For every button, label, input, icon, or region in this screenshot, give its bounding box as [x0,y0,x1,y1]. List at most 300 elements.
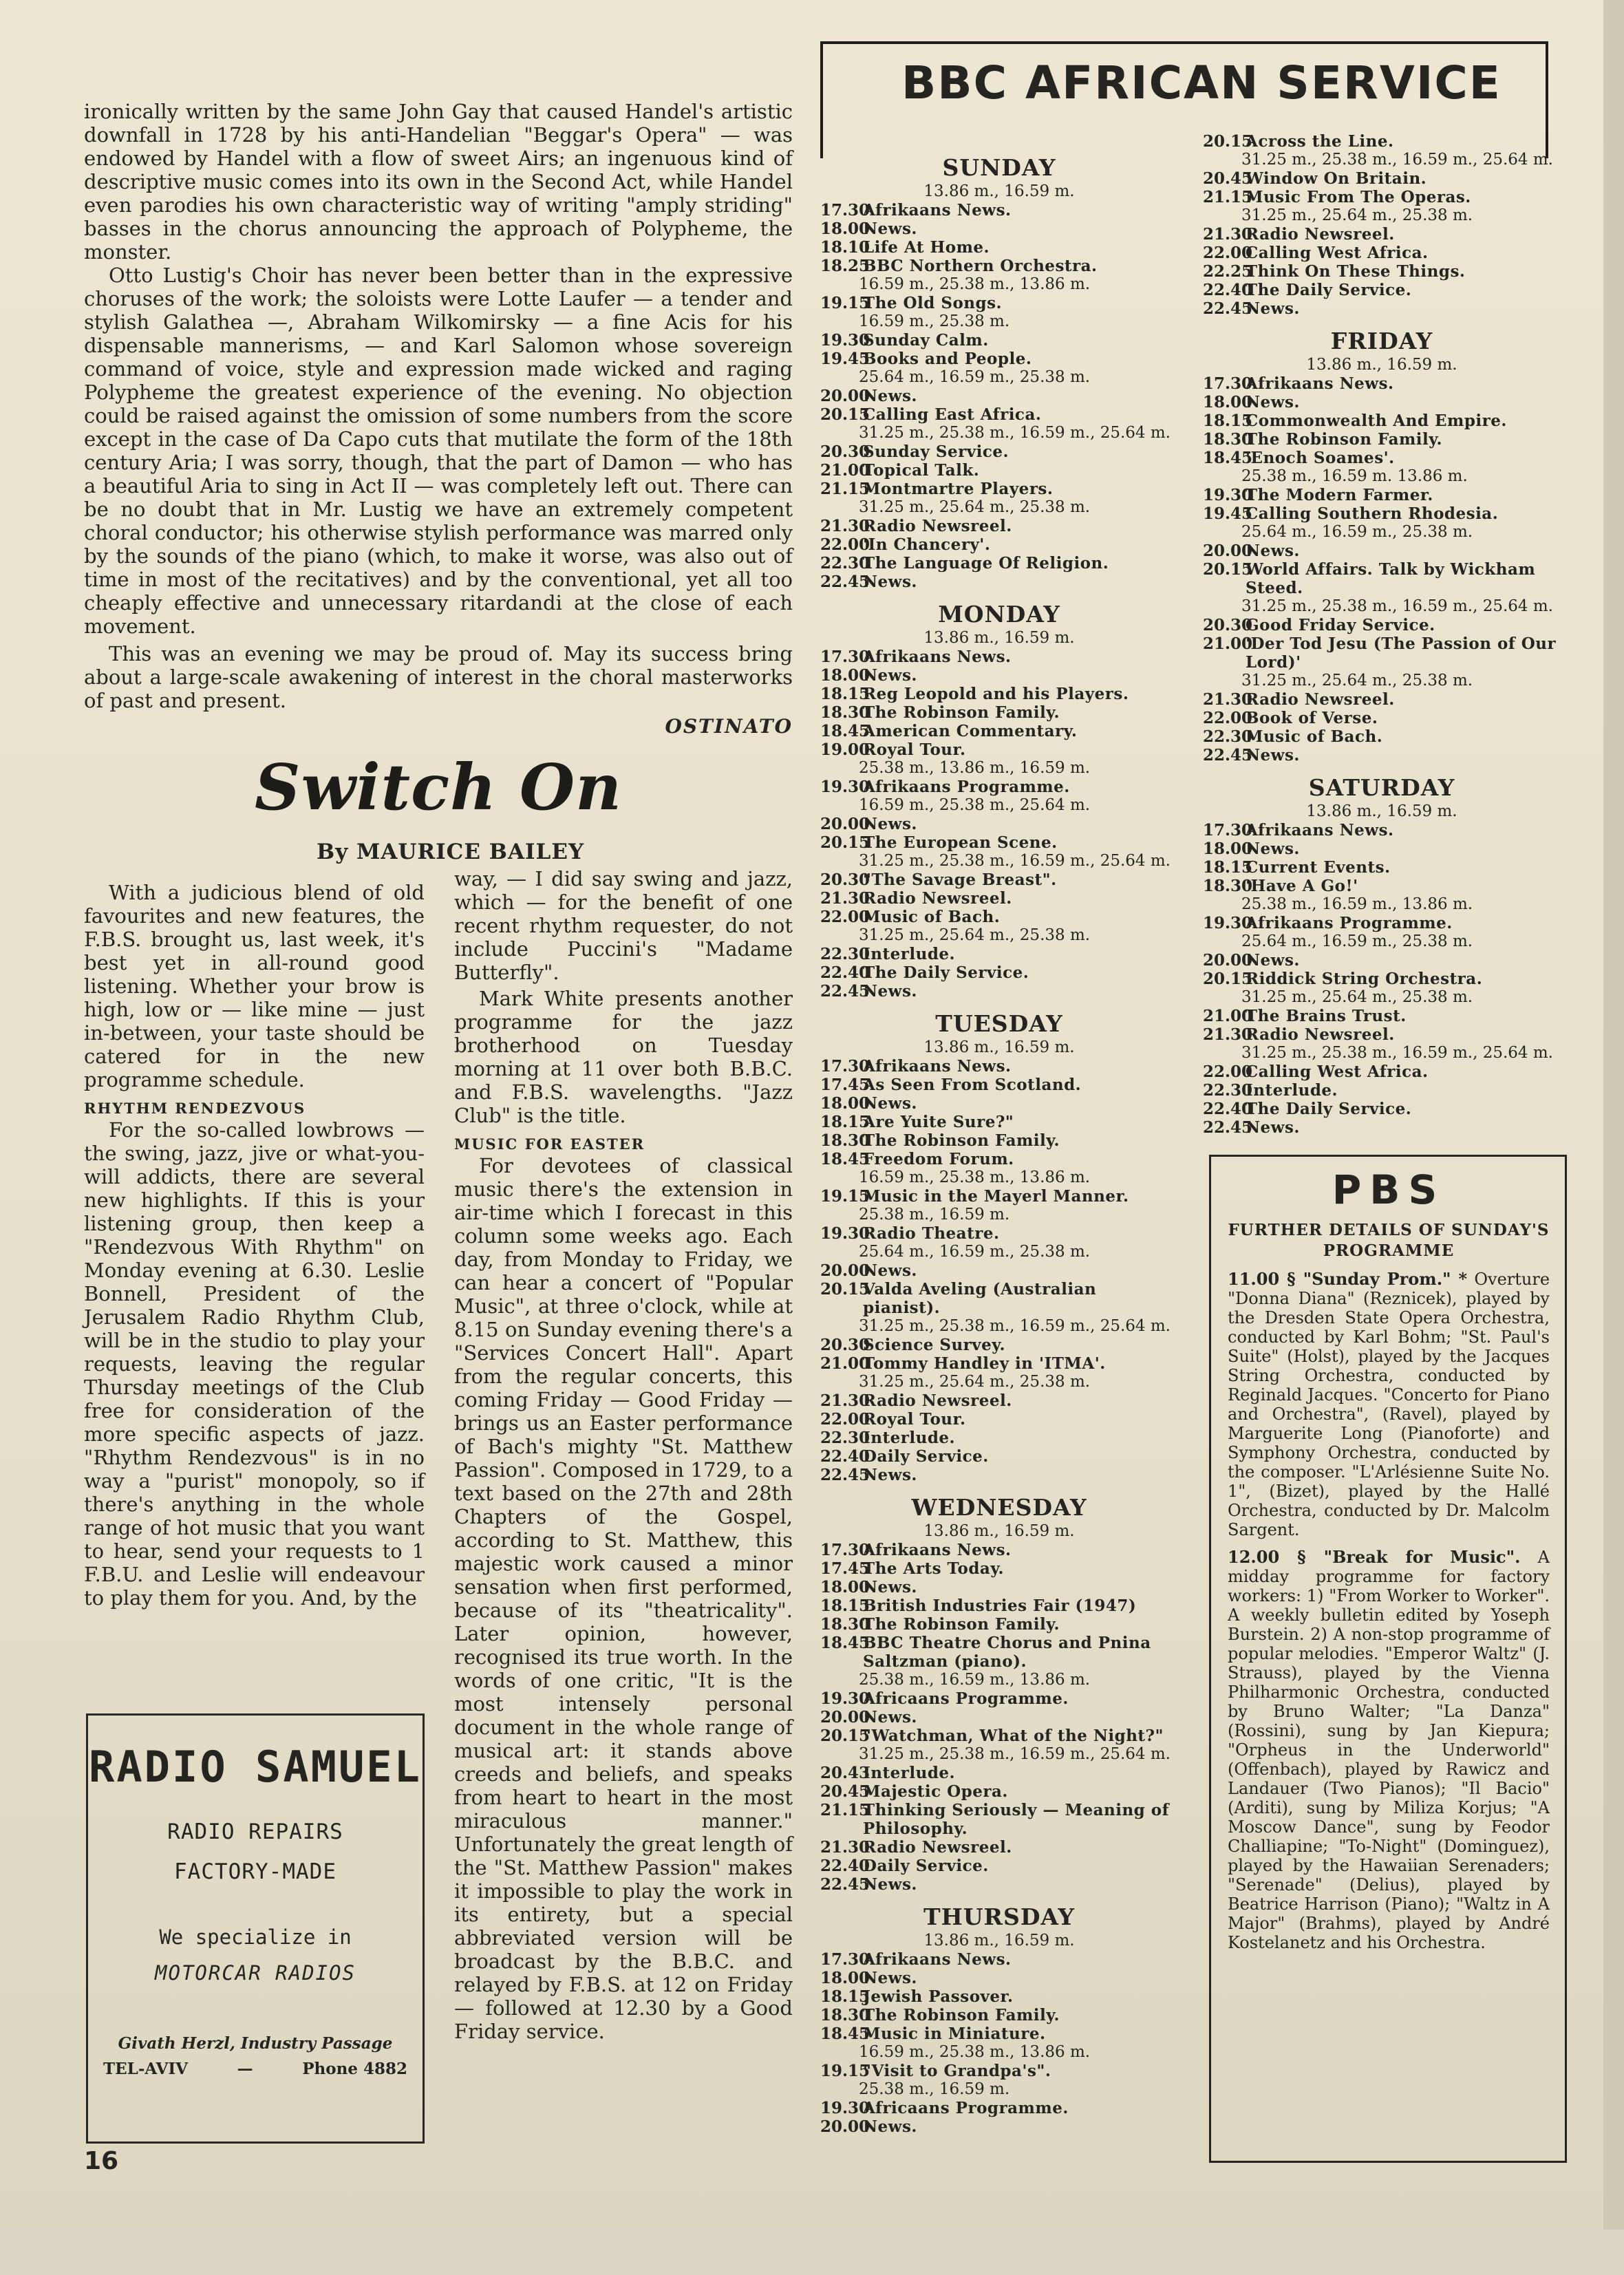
programme-title: 'Have A Go!' [1246,877,1358,895]
programme-row [820,573,1178,591]
programme-time: 19.15 [820,2062,870,2080]
programme-time: 22.40 [820,1857,870,1875]
programme-title: News. [1246,951,1300,970]
review-paragraph: ironically written by the same John Gay that caused Handel's artistic downfall in 1728 by his anti-Handelian "Beggar's Opera" — was endowed by Handel with a flow of sweet Airs; an ingenuous kind of descriptive music comes into its own in the Second Act, while Handel even parodies his own characteristic way of writing "amply striding" basses in the chorus announcing the approach of Polypheme, the monster. [84,100,793,264]
programme-row [820,1187,1178,1206]
programme-title: The Robinson Family. [863,1615,1060,1634]
programme-wavelengths: 25.38 m., 16.59 m., 13.86 m. [1241,895,1473,913]
programme-time: 18.30 [820,703,870,722]
programme-row [820,1782,1178,1801]
programme-row [1203,1081,1561,1100]
programme-title: Radio Newsreel. [863,889,1012,908]
programme-title: The Modern Farmer. [1246,486,1433,504]
programme-title: Tommy Handley in 'ITMA'. [863,1354,1106,1373]
programme-time: 21.30 [1203,225,1253,244]
programme-title: News. [1246,393,1300,412]
programme-time: 18.10 [820,238,870,257]
pbs-box [1209,1155,1567,2163]
programme-row [1203,225,1561,244]
programme-time: 18.25 [820,257,870,275]
programme-time: 20.15 [1203,970,1253,988]
programme-title: News. [863,1094,917,1113]
programme-time: 22.30 [1203,1081,1253,1100]
programme-row [1203,1062,1561,1081]
programme-title: Radio Newsreel. [1246,690,1395,709]
bbc-schedule-column-b [1203,132,1561,1137]
programme-row [820,2062,1178,2080]
programme-row [820,2117,1178,2136]
programme-wavelengths: 31.25 m., 25.38 m., 16.59 m., 25.64 m. [859,424,1171,442]
programme-title: Music in Miniature. [863,2025,1046,2043]
radio-samuel-advert [86,1713,425,2144]
programme-row [1203,430,1561,449]
programme-title: The Daily Service. [863,963,1029,982]
programme-row [1203,299,1561,318]
programme-row [820,1857,1178,1875]
programme-time: 22.40 [820,963,870,982]
programme-title: Majestic Opera. [863,1782,1008,1801]
programme-row [820,889,1178,908]
programme-row [820,871,1178,889]
day-heading: THURSDAY [923,1903,1075,1930]
programme-row [1203,486,1561,504]
programme-row [1203,951,1561,970]
programme-row [820,833,1178,852]
day-wavelengths: 13.86 m., 16.59 m. [923,629,1075,647]
programme-row [820,238,1178,257]
programme-row [820,220,1178,238]
day-heading: SATURDAY [1308,774,1455,801]
page-edge [1603,0,1624,2275]
programme-time: 22.40 [1203,1100,1253,1118]
programme-time: 20.15 [820,405,870,424]
programme-row [820,666,1178,685]
programme-title: News. [863,666,917,685]
programme-time: 19.15 [820,294,870,312]
programme-time: 18.30 [820,1131,870,1150]
day-wavelengths: 13.86 m., 16.59 m. [923,1522,1075,1540]
programme-title: As Seen From Scotland. [863,1076,1082,1094]
programme-time: 21.15 [1203,188,1253,206]
programme-row [820,1410,1178,1429]
programme-title: Calling West Africa. [1246,244,1429,262]
programme-row [820,1764,1178,1782]
day-wavelengths: 13.86 m., 16.59 m. [923,182,1075,200]
programme-wavelengths: 25.38 m., 16.59 m., 13.86 m. [859,1671,1091,1689]
programme-row [1203,914,1561,932]
programme-time: 22.45 [820,573,870,591]
pbs-item-time: 12.00 § "Break for Music". [1228,1547,1521,1567]
programme-time: 19.15 [820,1187,870,1206]
programme-time: 20.45 [820,1782,870,1801]
programme-row [820,1057,1178,1076]
programme-title: The Robinson Family. [863,703,1060,722]
programme-wavelengths: 25.38 m., 16.59 m. [859,2080,1010,2098]
programme-wavelengths: 25.64 m., 16.59 m., 25.38 m. [859,368,1091,386]
programme-time: 20.15 [820,1727,870,1745]
programme-title: The Language Of Religion. [863,554,1109,573]
programme-row [820,1541,1178,1559]
pbs-title: PBS [1332,1166,1446,1213]
programme-row [1203,412,1561,430]
programme-title: Royal Tour. [863,1410,966,1429]
programme-time: 22.30 [1203,727,1253,746]
programme-title: Afrikaans News. [863,1950,1012,1969]
switch-on-column-2 [454,867,793,2043]
programme-wavelengths: 16.59 m., 25.38 m., 13.86 m. [859,275,1091,293]
advert-phone: Phone 4882 [302,2060,407,2078]
programme-wavelengths: 16.59 m., 25.38 m. [859,312,1010,330]
programme-wavelengths: 31.25 m., 25.38 m., 16.59 m., 25.64 m. [859,1745,1171,1763]
programme-title: Radio Theatre. [863,1224,1000,1243]
programme-title: Afrikaans Programme. [1246,914,1453,932]
programme-time: 22.40 [1203,281,1253,299]
programme-title: Music in the Mayerl Manner. [863,1187,1129,1206]
programme-time: 22.45 [820,1875,870,1894]
programme-time: 18.00 [1203,840,1253,858]
programme-time: 21.00 [820,461,870,480]
programme-title: Valda Aveling (Australian pianist). [863,1280,1097,1317]
programme-title: News. [1246,1118,1300,1137]
programme-row [820,1280,1178,1317]
programme-title: News. [1246,542,1300,560]
review-paragraph: Otto Lustig's Choir has never been better than in the expressive choruses of the work; the soloists were Lotte Laufer — a tender and stylish Galathea —, Abraham Wilkomirsky — a fine Acis for his dispensable mannerisms, — and Karl Salomon whose sovereign command of voice, style and expression made wicked and raging Polypheme the greatest experience of the evening. No objection could be raised against the omission of some numbers from the score except in the case of Da Capo cuts that mutilate the form of the 18th century Aria; I was sorry, though, that the part of Damon — who has a beautiful Aria to sing in Act II — was completely left out. There can be no doubt that in Mr. Lustig we have an extremely competent choral conductor; his otherwise stylish performance was marred only by the sounds of the piano (which, to make it worse, was also out of time in most of the recitatives) and by the conventional, yet all too cheaply effective and unnecessary ritardandi at the close of each movement. [84,264,793,638]
programme-title: Afrikaans News. [863,648,1012,666]
programme-wavelengths: 25.38 m., 16.59 m. [859,1206,1010,1224]
programme-row [820,1113,1178,1131]
programme-wavelengths: 16.59 m., 25.38 m., 13.86 m. [859,1168,1091,1186]
programme-title: Africaans Programme. [863,2099,1069,2117]
programme-row [1203,727,1561,746]
programme-row [820,963,1178,982]
programme-title: BBC Northern Orchestra. [863,257,1098,275]
programme-row [820,1950,1178,1969]
programme-title: News. [863,815,917,833]
programme-row [1203,858,1561,877]
programme-time: 19.30 [820,1689,870,1708]
programme-time: 18.15 [820,685,870,703]
programme-wavelengths: 31.25 m., 25.64 m., 25.38 m. [859,1373,1091,1391]
programme-wavelengths: 25.38 m., 13.86 m., 16.59 m. [859,759,1091,777]
programme-title: Sunday Calm. [863,331,989,350]
programme-time: 20.15 [1203,132,1253,151]
programme-title: Calling Southern Rhodesia. [1246,504,1499,523]
programme-row [1203,374,1561,393]
pbs-item-text: A midday programme for factory workers: 1) "From Worker to Worker". A weekly bulletin edited by Yoseph Burstein. 2) A non-stop programme of popular melodies. "Emperor Waltz" (J. Strauss), played by the Vienna Philharmonic Orchestra, conducted by Bruno Walter; "La Danza" (Rossini), sung by Jan Kiepura; "Orpheus in the Underworld" (Offenbach), played by Rawicz and Landauer (Two Pianos); "Il Bacio" (Arditi), sung by Miliza Korjus; "A Moscow Dance", sung by Feodor Challiapine; "To-Night" (Dominguez), played by the Hawaiian Serenaders; "Serenade" (Delius), played by Beatrice Harrison (Piano); "Waltz in A Major" (Brahms), played by André Kostelanetz and his Orchestra. [1228,1548,1550,1952]
programme-row [820,1447,1178,1466]
programme-row [1203,281,1561,299]
continued-paragraph: way, — I did say swing and jazz, which — for the benefit of one recent rhythm requester, do not include Puccini's "Madame Butterfly". [454,867,793,984]
programme-time: 18.15 [1203,412,1253,430]
programme-time: 22.30 [820,945,870,963]
programme-wavelengths: 31.25 m., 25.38 m., 16.59 m., 25.64 m. [1241,1044,1553,1062]
programme-title: Science Survey. [863,1336,1006,1354]
programme-row [820,1987,1178,2006]
programme-title: Interlude. [863,1764,956,1782]
programme-wavelengths: 31.25 m., 25.64 m., 25.38 m. [859,498,1091,516]
programme-time: 20.30 [820,442,870,461]
programme-title: News. [863,2117,917,2136]
page-bottom-margin [0,2230,1624,2275]
programme-time: 18.00 [820,1094,870,1113]
programme-wavelengths: 25.64 m., 16.59 m., 25.38 m. [1241,523,1473,541]
programme-time: 22.45 [820,1466,870,1484]
programme-time: 20.00 [820,387,870,405]
programme-title: Radio Newsreel. [863,1391,1012,1410]
programme-title: British Industries Fair (1947) [863,1596,1137,1615]
programme-time: 19.45 [1203,504,1253,523]
programme-wavelengths: 16.59 m., 25.38 m., 13.86 m. [859,2043,1091,2061]
programme-time: 17.30 [820,1541,870,1559]
programme-row [820,387,1178,405]
programme-row [820,1131,1178,1150]
programme-title: News. [863,982,917,1001]
bbc-schedule-column-a [820,145,1178,2136]
programme-title: BBC Theatre Chorus and Pnina Saltzman (piano). [863,1634,1151,1671]
programme-row [820,350,1178,368]
programme-row [1203,1025,1561,1044]
programme-time: 17.30 [820,201,870,220]
programme-time: 20.00 [820,815,870,833]
programme-title: Topical Talk. [863,461,980,480]
programme-title: Daily Service. [863,1447,989,1466]
programme-title: Daily Service. [863,1857,989,1875]
programme-time: 19.30 [1203,914,1253,932]
programme-title: "Visit to Grandpa's". [863,2062,1051,2080]
programme-row [820,1261,1178,1280]
programme-row [820,740,1178,759]
programme-title: The European Scene. [863,833,1058,852]
programme-title: The Robinson Family. [863,1131,1060,1150]
music-for-easter-heading: MUSIC FOR EASTER [454,1135,645,1153]
programme-row [1203,169,1561,188]
programme-time: 17.45 [820,1559,870,1578]
programme-time: 17.30 [1203,821,1253,840]
programme-title: Freedom Forum. [863,1150,1014,1168]
programme-time: 18.00 [820,666,870,685]
programme-time: 17.30 [820,648,870,666]
programme-title: Afrikaans Programme. [863,778,1070,796]
programme-time: 18.45 [820,1634,870,1652]
programme-row [1203,542,1561,560]
programme-title: Interlude. [863,945,956,963]
review-signature: OSTINATO [665,715,793,738]
programme-time: 22.00 [1203,244,1253,262]
programme-row [820,480,1178,498]
programme-row [1203,970,1561,988]
pbs-subtitle: FURTHER DETAILS OF SUNDAY'S PROGRAMME [1228,1221,1550,1260]
programme-time: 18.15 [820,1113,870,1131]
programme-time: 18.45 [1203,449,1253,467]
day-heading: TUESDAY [935,1010,1063,1037]
programme-row [820,442,1178,461]
programme-title: The Old Songs. [863,294,1003,312]
advert-line: FACTORY-MADE [174,1859,336,1884]
programme-time: 22.30 [820,1429,870,1447]
day-wavelengths: 13.86 m., 16.59 m. [1306,356,1457,374]
advert-contact [88,2060,423,2078]
programme-title: Commonwealth And Empire. [1246,412,1507,430]
programme-title: Books and People. [863,350,1032,368]
programme-time: 18.00 [820,220,870,238]
programme-row [820,554,1178,573]
programme-time: 20.00 [820,2117,870,2136]
programme-title: Jewish Passover. [863,1987,1014,2006]
programme-row [820,1838,1178,1857]
programme-row [820,2025,1178,2043]
programme-title: Window On Britain. [1246,169,1427,188]
programme-row [1203,132,1561,151]
programme-row [820,257,1178,275]
day-heading: FRIDAY [1330,328,1433,354]
advert-title: RADIO SAMUEL [89,1742,422,1792]
programme-row [820,1224,1178,1243]
review-article [84,100,793,738]
programme-title: Music From The Operas. [1246,188,1471,206]
pbs-item-time: 11.00 § "Sunday Prom." * [1228,1269,1468,1289]
programme-time: 20.30 [1203,616,1253,634]
programme-row [1203,449,1561,467]
programme-wavelengths: 31.25 m., 25.38 m., 16.59 m., 25.64 m. [859,1317,1171,1335]
day-wavelengths: 13.86 m., 16.59 m. [923,1038,1075,1056]
programme-time: 21.00 [1203,1007,1253,1025]
programme-title: Afrikaans News. [863,1057,1012,1076]
programme-time: 20.43 [820,1764,870,1782]
programme-title: Book of Verse. [1246,709,1378,727]
programme-time: 22.45 [1203,1118,1253,1137]
programme-time: 22.25 [1203,262,1253,281]
programme-title: Afrikaans News. [1246,374,1394,393]
article-byline: By MAURICE BAILEY [317,840,585,864]
programme-row [820,461,1178,480]
day-heading: SUNDAY [942,154,1056,181]
programme-row [820,703,1178,722]
programme-title: Sunday Service. [863,442,1009,461]
music-for-easter-text: For devotees of classical music there's the extension in air-time which I forecast in this column some weeks ago. Each day, from Monday to Friday, we can hear a concert of "Popular Music", at three o'clock, while at 8.15 on Sunday evening there's a "Services Concert Hall". Apart from the regular concerts, this coming Friday — Good Friday — brings us an Easter performance of Bach's mighty "St. Matthew Passion". Composed in 1729, to a text based on the 27th and 28th Chapters of the Gospel, according to St. Matthew, this majestic work caused a minor sensation when first performed, because of its "theatricality". Later opinion, however, recognised its true worth. In the words of one critic, "It is the most intensely personal document in the whole range of musical art: it stands above creeds and beliefs, and speaks from heart to heart in the most miraculous manner." Unfortunately the great length of the "St. Matthew Passion" makes it impossible to play the work in its entirety, but a special abbreviated version will be broadcast by the B.B.C. and relayed by F.B.S. at 12 on Friday — followed at 12.30 by a Good Friday service. [454,1154,793,2043]
programme-row [820,1634,1178,1671]
programme-title: Thinking Seriously — Meaning of Philosophy. [863,1801,1170,1838]
programme-title: 'In Chancery'. [863,535,991,554]
programme-wavelengths: 31.25 m., 25.38 m., 16.59 m., 25.64 m. [1241,151,1553,169]
programme-time: 21.15 [820,480,870,498]
mark-white-paragraph: Mark White presents another programme for the jazz brotherhood on Tuesday morning at 11 over both B.B.C. and F.B.S. wavelengths. "Jazz Club" is the title. [454,987,793,1127]
programme-row [820,535,1178,554]
programme-row [1203,1118,1561,1137]
programme-title: News. [863,1261,917,1280]
page-number: 16 [84,2147,119,2175]
programme-title: News. [863,1578,917,1596]
programme-row [820,1708,1178,1727]
programme-row [820,1466,1178,1484]
day-wavelengths: 13.86 m., 16.59 m. [923,1932,1075,1950]
programme-row [1203,634,1561,672]
programme-time: 22.30 [820,554,870,573]
programme-wavelengths: 16.59 m., 25.38 m., 25.64 m. [859,796,1091,814]
programme-time: 21.30 [820,517,870,535]
programme-time: 18.00 [820,1969,870,1987]
programme-row [1203,1100,1561,1118]
programme-title: News. [863,1875,917,1894]
programme-title: Life At Home. [863,238,990,257]
programme-title: The Robinson Family. [863,2006,1060,2025]
programme-title: Afrikaans News. [863,201,1012,220]
programme-time: 22.00 [820,1410,870,1429]
programme-time: 18.15 [820,1596,870,1615]
advert-dash: — [237,2060,253,2078]
programme-time: 18.45 [820,1150,870,1168]
programme-time: 21.30 [820,889,870,908]
programme-title: Radio Newsreel. [863,517,1012,535]
programme-time: 18.00 [1203,393,1253,412]
programme-row [820,2099,1178,2117]
day-heading: WEDNESDAY [911,1494,1087,1521]
programme-row [820,1336,1178,1354]
programme-title: Riddick String Orchestra. [1246,970,1483,988]
programme-row [820,1801,1178,1838]
programme-time: 21.30 [1203,1025,1253,1044]
programme-title: Calling West Africa. [1246,1062,1429,1081]
programme-row [820,517,1178,535]
programme-row [820,405,1178,424]
programme-time: 20.00 [820,1261,870,1280]
programme-time: 19.30 [820,331,870,350]
programme-wavelengths: 31.25 m., 25.38 m., 16.59 m., 25.64 m. [1241,597,1553,615]
programme-title: News. [863,1969,917,1987]
programme-title: Africaans Programme. [863,1689,1069,1708]
programme-title: Think On These Things. [1246,262,1466,281]
programme-title: News. [1246,746,1300,765]
programme-time: 22.00 [820,535,870,554]
programme-row [1203,746,1561,765]
programme-row [1203,393,1561,412]
advert-line: MOTORCAR RADIOS [155,1961,356,1985]
programme-title: The Daily Service. [1246,281,1412,299]
programme-time: 21.15 [820,1801,870,1819]
programme-time: 22.00 [820,908,870,926]
programme-time: 18.45 [820,722,870,740]
programme-row [820,1875,1178,1894]
programme-row [1203,709,1561,727]
pbs-item [1228,1270,1550,1539]
programme-row [820,648,1178,666]
programme-wavelengths: 31.25 m., 25.38 m., 16.59 m., 25.64 m. [859,852,1171,870]
programme-title: News. [1246,299,1300,318]
programme-time: 21.30 [820,1391,870,1410]
programme-title: The Arts Today. [863,1559,1005,1578]
programme-row [820,908,1178,926]
programme-time: 18.30 [820,2006,870,2025]
programme-row [820,1150,1178,1168]
programme-time: 20.30 [820,871,870,889]
programme-time: 20.15 [820,1280,870,1299]
programme-title: News. [1246,840,1300,858]
programme-row [820,1615,1178,1634]
rhythm-rendezvous-text: For the so-called lowbrows — the swing, jazz, jive or what-you-will addicts, there are several new highlights. If this is your listening group, then keep a "Rendezvous With Rhythm" on Monday evening at 6.30. Leslie Bonnell, President of the Jerusalem Radio Rhythm Club, will be in the studio to play your requests, leaving the regular Thursday meetings of the Club free for consideration of the more specific aspects of jazz. "Rhythm Rendezvous" is in no way a "purist" monopoly, so if there's anything in the whole range of hot music that you want to hear, send your requests to 1 F.B.U. and Leslie will endeavour to play them for you. And, by the [84,1118,425,1610]
programme-row [1203,560,1561,597]
pbs-item-text: Overture "Donna Diana" (Reznicek), played by the Dresden State Opera Orchestra, conducted by Karl Bohm; "St. Paul's Suite" (Holst), played by the Jacques String Orchestra, conducted by Reginald Jacques. "Concerto for Piano and Orchestra", (Ravel), played by Marguerite Long (Pianoforte) and Symphony Orchestra, conducted by the composer. "L'Arlésienne Suite No. 1", (Bizet), played by the Hallé Orchestra, conducted by Dr. Malcolm Sargent. [1228,1270,1550,1539]
programme-time: 19.30 [820,2099,870,2117]
programme-time: 20.30 [820,1336,870,1354]
programme-title: Are Yuite Sure?" [863,1113,1014,1131]
programme-time: 19.30 [820,1224,870,1243]
programme-title: News. [863,220,917,238]
programme-row [820,1727,1178,1745]
programme-row [820,201,1178,220]
programme-row [1203,244,1561,262]
programme-row [820,1076,1178,1094]
bbc-service-title: BBC AFRICAN SERVICE [901,56,1502,109]
programme-row [820,778,1178,796]
